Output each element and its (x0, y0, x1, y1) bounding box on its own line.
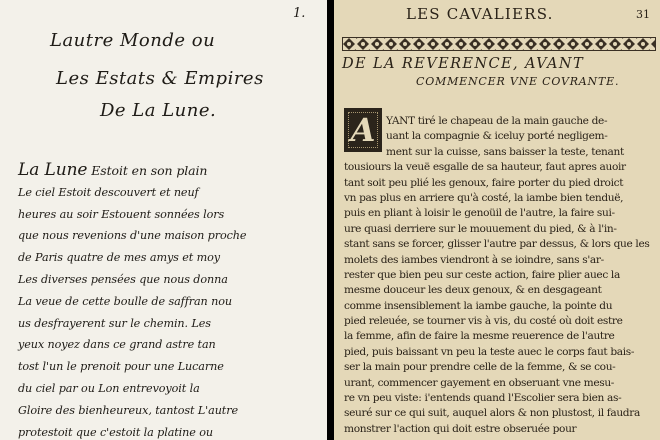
printed-text-line: ser la main pour prendre celle de la femme, & se cou- (344, 361, 616, 374)
manuscript-text-line: de Paris quatre de mes amys et moy (18, 251, 221, 265)
printed-text-line: ure quasi derriere sur le mouuement du pied, & à l'in- (344, 222, 617, 235)
manuscript-text-line: us desfrayerent sur le chemin. Les (18, 316, 211, 330)
drop-cap: A (344, 108, 382, 152)
manuscript-body (18, 160, 318, 440)
manuscript-page-number: 1. (293, 6, 306, 21)
printed-body (344, 114, 658, 437)
manuscript-text-line: Les diverses pensées que nous donna (18, 272, 228, 286)
manuscript-text-line (18, 160, 318, 182)
printed-text-line: vn pas plus en arriere qu'à costé, la iambe bien tenduë, (344, 191, 624, 204)
manuscript-text-line: Gloire des bienheureux, tantost L'autre (18, 403, 238, 417)
manuscript-first-word: La Lune (18, 160, 88, 180)
ornamental-band (342, 37, 656, 51)
manuscript-text-line: du ciel par ou Lon entrevoyoit la (18, 381, 200, 395)
printed-text-line: mesme douceur les deux genoux, & en desgageant (344, 284, 602, 297)
chapter-heading: DE LA REVERENCE, AVANT (342, 56, 585, 72)
manuscript-title-line: De La Lune. (100, 100, 217, 121)
manuscript-text-line: yeux noyez dans ce grand astre tan (18, 338, 216, 352)
ornament-pattern (342, 37, 656, 51)
printed-text-line: urant, commencer gayement en obseruant vne mesu- (344, 376, 615, 389)
printed-text-line: YANT tiré le chapeau de la main gauche de- (386, 115, 608, 127)
printed-page (334, 0, 660, 440)
printed-text-line: monstrer l'action qui doit estre obseruée pour (344, 422, 577, 435)
manuscript-text-line: tost l'un le prenoit pour une Lucarne (18, 360, 224, 374)
printed-text-line: ment sur la cuisse, sans baisser la teste, tenant (386, 145, 624, 158)
manuscript-text-line: protestoit que c'estoit la platine ou (18, 425, 213, 439)
printed-text-line: puis en pliant à loisir le genoüil de l'autre, la faire sui- (344, 207, 615, 220)
printed-text-line: pied, puis baissant vn peu la teste auec le corps faut bais- (344, 345, 635, 358)
manuscript-title-line: Lautre Monde ou (50, 30, 216, 51)
printed-text-line: molets des iambes viendront à se ioindre, sans s'ar- (344, 253, 604, 266)
printed-text-line: uant la compagnie & iceluy porté negligem- (386, 130, 608, 143)
manuscript-text: Estoit en son plain (87, 163, 208, 178)
chapter-subheading: COMMENCER VNE COVRANTE. (416, 75, 620, 88)
manuscript-text-line: heures au soir Estouent sonnées lors (18, 207, 225, 221)
printed-text-line: comme insensiblement la iambe gauche, la pointe du (344, 299, 613, 312)
printed-text-line: pied releuée, se tourner vis à vis, du costé où doit estre (344, 315, 623, 328)
manuscript-text-line: La veue de cette boulle de saffran nou (18, 294, 232, 308)
printed-text-line: tant soit peu plié les genoux, faire porter du pied droict (344, 176, 624, 189)
printed-text-line: re vn peu viste: i'entends quand l'Escolier sera bien as- (344, 392, 622, 405)
manuscript-text-line: Le ciel Estoit descouvert et neuf (18, 185, 199, 199)
folio-number: 31 (636, 8, 650, 21)
printed-text-line: stant sans se forcer, glisser l'autre par dessus, & lors que les (344, 238, 650, 251)
printed-text-line: la femme, afin de faire la mesme reuerence de l'autre (344, 330, 615, 343)
running-head: LES CAVALIERS. (406, 5, 554, 23)
manuscript-text-line: que nous revenions d'une maison proche (18, 229, 247, 243)
printed-text-line: seuré sur ce qui suit, auquel alors & non plustost, il faudra (344, 407, 640, 420)
manuscript-title-line: Les Estats & Empires (56, 68, 264, 89)
printed-text-line: rester que bien peu sur ceste action, faire plier auec la (344, 268, 620, 281)
manuscript-page (0, 0, 327, 440)
printed-text-line: tousiours la veuë esgalle de sa hauteur, faut apres auoir (344, 161, 626, 174)
